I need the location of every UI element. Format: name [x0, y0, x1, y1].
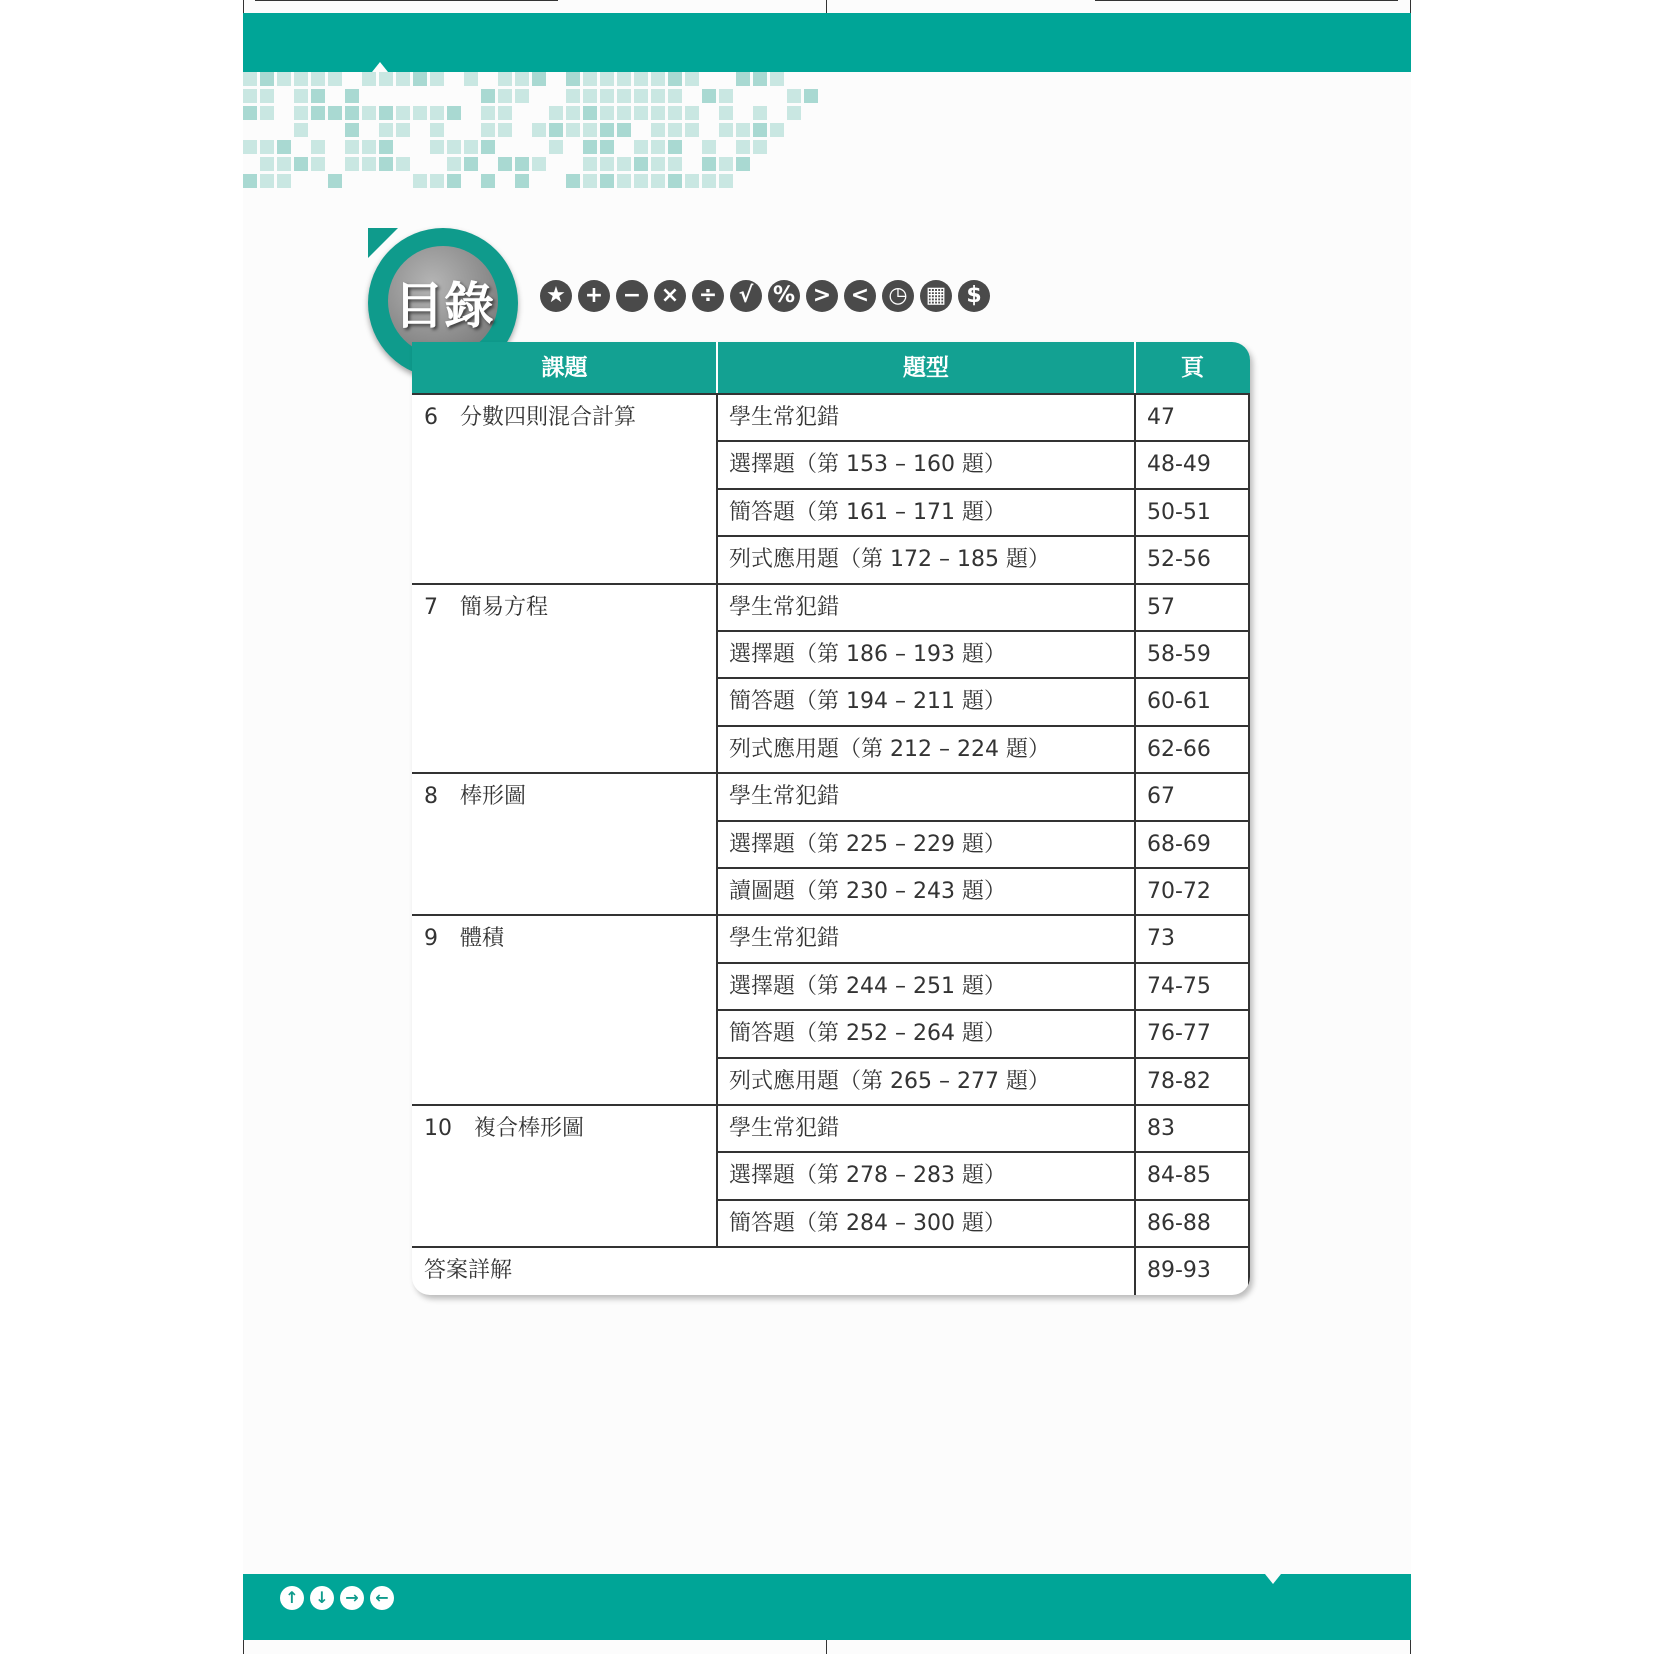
pixel-square — [770, 123, 784, 137]
pixel-square — [447, 174, 461, 188]
pixel-square — [600, 174, 614, 188]
pixel-square — [243, 174, 257, 188]
toc-entry-type[interactable]: 列式應用題（第 212 – 224 題） — [729, 736, 1050, 762]
pixel-square — [702, 89, 716, 103]
pixel-square — [566, 106, 580, 120]
toc-entry-type[interactable]: 簡答題（第 284 – 300 題） — [729, 1210, 1006, 1236]
pixel-square — [311, 89, 325, 103]
toc-entry-type[interactable]: 選擇題（第 278 – 283 題） — [729, 1163, 1006, 1189]
clock-icon: ◷ — [882, 280, 914, 312]
pixel-square — [362, 140, 376, 154]
pixel-square — [651, 123, 665, 137]
pixel-square — [430, 140, 444, 154]
pixel-square — [413, 174, 427, 188]
pixel-square — [634, 89, 648, 103]
pixel-square — [345, 140, 359, 154]
toc-entry-type[interactable]: 簡答題（第 252 – 264 題） — [729, 1021, 1006, 1047]
pixel-square — [430, 174, 444, 188]
arrow-up-icon[interactable]: ↑ — [280, 1586, 304, 1610]
toc-entry-type[interactable]: 選擇題（第 225 – 229 題） — [729, 831, 1006, 857]
toc-entry-page: 50-51 — [1147, 499, 1211, 525]
pixel-square — [243, 72, 257, 86]
pixel-square — [583, 140, 597, 154]
pixel-square — [583, 174, 597, 188]
table-of-contents — [412, 342, 1250, 1295]
pixel-square — [396, 72, 410, 86]
pixel-square — [736, 140, 750, 154]
pixel-square — [549, 123, 563, 137]
pixel-square — [277, 174, 291, 188]
pixel-square — [260, 157, 274, 171]
pixel-square — [379, 123, 393, 137]
toc-entry-page: 83 — [1147, 1116, 1175, 1141]
pixel-square — [379, 72, 393, 86]
pixel-square — [566, 174, 580, 188]
pixel-square — [311, 140, 325, 154]
toc-entry-type[interactable]: 選擇題（第 153 – 160 題） — [729, 452, 1006, 478]
pixel-square — [736, 157, 750, 171]
pixel-square — [464, 157, 478, 171]
less-than-icon: < — [844, 280, 876, 312]
pixel-square — [413, 106, 427, 120]
arrow-right-icon[interactable]: → — [340, 1586, 364, 1610]
pixel-square — [498, 89, 512, 103]
pixel-square — [345, 89, 359, 103]
pixel-square — [668, 89, 682, 103]
pixel-square — [260, 72, 274, 86]
crop-mark — [243, 0, 244, 13]
header-page: 頁 — [1181, 355, 1204, 381]
pixel-square — [668, 174, 682, 188]
toc-entry-type[interactable]: 學生常犯錯 — [729, 405, 840, 430]
pixel-square — [583, 72, 597, 86]
pixel-square — [651, 89, 665, 103]
pixel-square — [583, 106, 597, 120]
crop-mark — [1095, 0, 1398, 1]
pixel-square — [651, 106, 665, 120]
pixel-square — [481, 140, 495, 154]
pixel-square — [566, 89, 580, 103]
pixel-square — [243, 89, 257, 103]
pixel-square — [600, 89, 614, 103]
toc-entry-page: 84-85 — [1147, 1163, 1211, 1189]
pixel-square — [294, 72, 308, 86]
toc-entry-type[interactable]: 簡答題（第 161 – 171 題） — [729, 499, 1006, 525]
pixel-square — [311, 72, 325, 86]
pixel-square — [617, 174, 631, 188]
pixel-square — [600, 72, 614, 86]
pixel-square — [447, 157, 461, 171]
toc-topic: 7 簡易方程 — [424, 594, 548, 620]
toc-entry-page: 86-88 — [1147, 1210, 1211, 1236]
pixel-square — [311, 157, 325, 171]
pixel-square — [379, 106, 393, 120]
pixel-square — [804, 89, 818, 103]
toc-topic: 9 體積 — [424, 926, 504, 952]
toc-topic: 6 分數四則混合計算 — [424, 405, 636, 430]
pixel-square — [243, 106, 257, 120]
pixel-square — [651, 72, 665, 86]
page-nav-icons — [280, 1586, 394, 1610]
pixel-square — [481, 174, 495, 188]
pixel-square — [770, 72, 784, 86]
percent-icon: % — [768, 280, 800, 312]
crop-mark — [255, 0, 558, 1]
pixel-square — [498, 123, 512, 137]
toc-entry-page: 47 — [1147, 405, 1175, 430]
pixel-square — [260, 106, 274, 120]
plus-icon: + — [578, 280, 610, 312]
pixel-square — [702, 157, 716, 171]
pixel-square — [583, 123, 597, 137]
pixel-square — [753, 140, 767, 154]
toc-entry-type[interactable]: 讀圖題（第 230 – 243 題） — [729, 879, 1006, 904]
pixel-square — [668, 72, 682, 86]
badge-speech-tail — [368, 228, 398, 258]
pixel-square — [753, 72, 767, 86]
pixel-square — [583, 89, 597, 103]
pixel-square — [787, 89, 801, 103]
toc-entry-page: 67 — [1147, 784, 1175, 810]
toc-entry-page: 48-49 — [1147, 452, 1211, 478]
pixel-square — [515, 157, 529, 171]
pixel-square — [294, 89, 308, 103]
pixel-square — [719, 123, 733, 137]
column-divider — [1134, 342, 1136, 1295]
calculator-icon: ▦ — [920, 280, 952, 312]
crop-mark — [826, 1640, 827, 1654]
pixel-square — [668, 123, 682, 137]
toc-entry-page: 70-72 — [1147, 879, 1211, 904]
page-title: 目錄 — [394, 277, 494, 335]
pixel-square — [719, 157, 733, 171]
header-topic: 課題 — [541, 355, 588, 381]
pixel-square — [634, 140, 648, 154]
pixel-square — [430, 123, 444, 137]
pixel-square — [277, 72, 291, 86]
toc-entry-type[interactable]: 列式應用題（第 265 – 277 題） — [729, 1068, 1050, 1094]
pixel-square — [685, 72, 699, 86]
pixel-square — [617, 123, 631, 137]
pixel-square — [617, 106, 631, 120]
pixel-square — [634, 174, 648, 188]
toc-topic: 8 棒形圖 — [424, 784, 526, 810]
pixel-square — [379, 157, 393, 171]
greater-than-icon: > — [806, 280, 838, 312]
pixel-square — [736, 123, 750, 137]
pixel-square — [617, 72, 631, 86]
pixel-square — [634, 72, 648, 86]
toc-entry-page: 60-61 — [1147, 689, 1211, 715]
header-divider — [1134, 342, 1136, 394]
pixel-square — [634, 157, 648, 171]
pixel-square — [702, 140, 716, 154]
toc-header-row — [412, 342, 1250, 394]
header-divider — [716, 342, 718, 394]
pixel-square — [345, 157, 359, 171]
pixel-square — [634, 106, 648, 120]
pixel-square — [617, 89, 631, 103]
pixel-square — [277, 157, 291, 171]
pixel-square — [515, 174, 529, 188]
pixel-square — [345, 123, 359, 137]
pixel-square — [345, 106, 359, 120]
toc-entry-type[interactable]: 列式應用題（第 172 – 185 題） — [729, 547, 1050, 573]
toc-topic: 10 複合棒形圖 — [424, 1116, 584, 1141]
pixel-square — [277, 140, 291, 154]
pixel-square — [515, 72, 529, 86]
pixel-square — [413, 72, 427, 86]
toc-entry-type[interactable]: 選擇題（第 244 – 251 題） — [729, 973, 1006, 999]
times-icon: × — [654, 280, 686, 312]
sqrt-icon: √ — [730, 280, 762, 312]
pixel-square — [498, 106, 512, 120]
pixel-square — [498, 157, 512, 171]
pixel-square — [549, 106, 563, 120]
header-bottom-line — [412, 393, 1250, 395]
pixel-square — [311, 106, 325, 120]
pixel-square — [481, 89, 495, 103]
pixel-square — [549, 140, 563, 154]
star-icon: ★ — [540, 280, 572, 312]
pixel-square — [396, 106, 410, 120]
pixel-square — [719, 174, 733, 188]
crop-mark — [1410, 0, 1411, 13]
divide-icon: ÷ — [692, 280, 724, 312]
pixel-square — [753, 106, 767, 120]
pixel-square — [362, 106, 376, 120]
pixel-square — [719, 89, 733, 103]
pixel-square — [600, 106, 614, 120]
pixel-square — [328, 174, 342, 188]
pixel-square — [651, 157, 665, 171]
pixel-square — [515, 89, 529, 103]
pixel-square — [702, 174, 716, 188]
toc-entry-type[interactable]: 學生常犯錯 — [729, 1116, 840, 1141]
math-symbol-icon-row — [540, 280, 990, 314]
pixel-square — [532, 157, 546, 171]
pixel-square — [566, 72, 580, 86]
pixel-square — [617, 157, 631, 171]
toc-entry-type[interactable]: 選擇題（第 186 – 193 題） — [729, 642, 1006, 667]
pixel-square — [787, 106, 801, 120]
pixel-square — [328, 106, 342, 120]
toc-entry-page: 62-66 — [1147, 736, 1211, 762]
pixel-square — [430, 106, 444, 120]
pixel-square — [719, 106, 733, 120]
pixel-square — [668, 157, 682, 171]
pixel-square — [362, 72, 376, 86]
pixel-square — [600, 140, 614, 154]
crop-mark — [1410, 1640, 1411, 1654]
toc-entry-type[interactable]: 簡答題（第 194 – 211 題） — [729, 689, 1006, 715]
pixel-square — [294, 123, 308, 137]
pixel-square — [362, 157, 376, 171]
pixel-square — [668, 140, 682, 154]
pixel-square — [481, 106, 495, 120]
toc-entry-page: 76-77 — [1147, 1021, 1211, 1047]
pixel-square — [685, 106, 699, 120]
toc-answer-topic[interactable]: 答案詳解 — [424, 1258, 513, 1284]
pixel-square — [532, 72, 546, 86]
pixel-square — [600, 157, 614, 171]
pixel-square — [566, 123, 580, 137]
pixel-square — [328, 72, 342, 86]
pixel-square — [668, 106, 682, 120]
header-type: 題型 — [903, 355, 949, 381]
toc-entry-page: 58-59 — [1147, 642, 1211, 667]
pixel-square — [447, 106, 461, 120]
dollar-icon: $ — [958, 280, 990, 312]
pixel-square — [379, 140, 393, 154]
pixel-square — [600, 123, 614, 137]
column-divider — [716, 342, 718, 1247]
pixel-square — [396, 157, 410, 171]
pixel-square — [753, 123, 767, 137]
pixel-square — [260, 140, 274, 154]
pixel-square — [685, 123, 699, 137]
pixel-square — [447, 140, 461, 154]
arrow-left-icon[interactable]: ← — [370, 1586, 394, 1610]
pixel-square — [651, 174, 665, 188]
crop-mark — [826, 0, 827, 13]
crop-mark — [243, 1640, 244, 1654]
right-border — [1248, 394, 1250, 1295]
pixel-square — [396, 123, 410, 137]
arrow-down-icon[interactable]: ↓ — [310, 1586, 334, 1610]
pixel-square — [481, 123, 495, 137]
toc-entry-page: 73 — [1147, 926, 1175, 952]
pixel-square — [260, 174, 274, 188]
toc-entry-page: 74-75 — [1147, 973, 1211, 999]
toc-entry-page: 68-69 — [1147, 831, 1211, 857]
toc-entry-type[interactable]: 學生常犯錯 — [729, 594, 840, 620]
bottom-footer-band — [243, 1574, 1411, 1640]
top-band-notch — [372, 62, 388, 72]
pixel-square — [464, 72, 478, 86]
pixel-square — [260, 89, 274, 103]
toc-answer-page: 89-93 — [1147, 1258, 1211, 1284]
top-header-band — [243, 13, 1411, 72]
pixel-square — [243, 140, 257, 154]
pixel-square — [685, 174, 699, 188]
pixel-square — [430, 72, 444, 86]
minus-icon: − — [616, 280, 648, 312]
pixel-square — [294, 157, 308, 171]
pixel-square — [651, 140, 665, 154]
toc-entry-page: 52-56 — [1147, 547, 1211, 573]
pixel-square — [294, 106, 308, 120]
pixel-square — [532, 123, 546, 137]
toc-entry-type[interactable]: 學生常犯錯 — [729, 784, 840, 810]
pixel-square — [736, 72, 750, 86]
bottom-band-notch — [1265, 1574, 1281, 1584]
pixel-square — [583, 157, 597, 171]
pixel-square — [464, 140, 478, 154]
toc-entry-page: 57 — [1147, 594, 1175, 620]
pixel-square — [498, 72, 512, 86]
toc-entry-page: 78-82 — [1147, 1068, 1211, 1094]
toc-entry-type[interactable]: 學生常犯錯 — [729, 926, 840, 952]
